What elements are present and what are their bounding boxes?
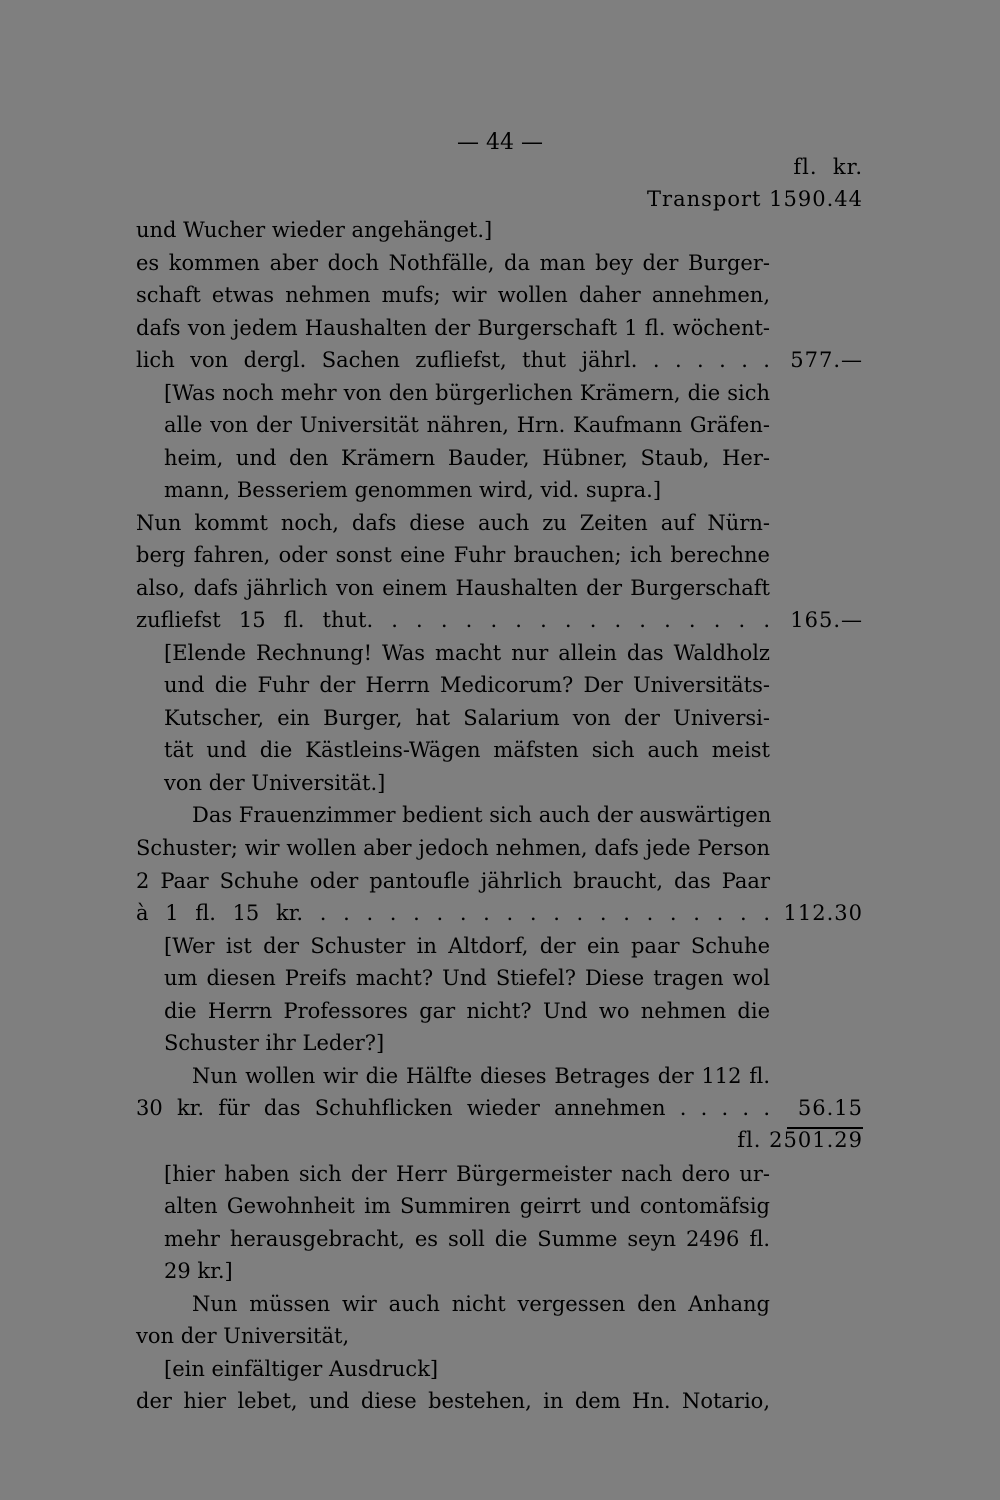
text-line: von der Universität.] <box>164 771 386 795</box>
text-line: Schuster ihr Leder?] <box>164 1031 385 1055</box>
total-label: fl. <box>737 1128 762 1152</box>
text-line: [Wer ist der Schuster in Altdorf, der ein paar Schuhe <box>164 934 770 958</box>
text-line: heim, und den Krämern Bauder, Hübner, Staub, Her- <box>164 446 770 470</box>
text-line: schaft etwas nehmen mufs; wir wollen daher annehmen, <box>136 283 770 307</box>
text-line: alle von der Universität nähren, Hrn. Kaufmann Gräfen- <box>164 413 770 437</box>
text-line: es kommen aber doch Nothfälle, da man bey der Burger- <box>136 251 770 275</box>
text-line: [ein einfältiger Ausdruck] <box>164 1357 439 1381</box>
text-line: Das Frauenzimmer bedient sich auch der auswärtigen <box>192 803 772 827</box>
text-line: dafs von jedem Haushalten der Burgerschaft 1 fl. wöchent- <box>136 316 770 340</box>
total-amount: 2501.29 <box>769 1128 863 1152</box>
text-line: [Was noch mehr von den bürgerlichen Krämern, die sich <box>164 381 770 405</box>
text-line: lich von dergl. Sachen zufliefst, thut jährl. . . . . . . <box>136 348 770 372</box>
text-line: berg fahren, oder sonst eine Fuhr brauchen; ich berechne <box>136 543 770 567</box>
text-line: der hier lebet, und diese bestehen, in dem Hn. Notario, <box>136 1389 770 1413</box>
text-line: von der Universität, <box>136 1324 350 1348</box>
transport-label: Transport <box>647 187 762 211</box>
transport-amount: 1590.44 <box>769 187 863 211</box>
text-line: also, dafs jährlich von einem Haushalten der Burgerschaft <box>136 576 770 600</box>
total-line <box>737 1127 863 1153</box>
text-line: 30 kr. für das Schuhflicken wieder annehmen . . . . . <box>136 1096 770 1120</box>
text-line: Kutscher, ein Burger, hat Salarium von der Universi- <box>164 706 770 730</box>
text-line: [hier haben sich der Herr Bürgermeister nach dero ur- <box>164 1162 770 1186</box>
text-line: Nun wollen wir die Hälfte dieses Betrages der 112 fl. <box>192 1064 770 1088</box>
amount-repairs: 56.15 <box>797 1096 863 1120</box>
text-line: mehr herausgebracht, es soll die Summe seyn 2496 fl. <box>164 1227 770 1251</box>
transport-line <box>647 186 863 212</box>
text-line: tät und die Kästleins-Wägen mäfsten sich auch meist <box>164 738 770 762</box>
text-line: und Wucher wieder angehänget.] <box>136 218 493 242</box>
text-line: 29 kr.] <box>164 1259 233 1283</box>
text-line: Nun müssen wir auch nicht vergessen den Anhang <box>192 1292 770 1316</box>
text-line: à 1 fl. 15 kr. . . . . . . . . . . . . . . . . . . . . <box>136 901 770 925</box>
currency-header: fl. kr. <box>793 155 863 179</box>
text-line: um diesen Preifs macht? Und Stiefel? Diese tragen wol <box>164 966 770 990</box>
text-line: Nun kommt noch, dafs diese auch zu Zeiten auf Nürn- <box>136 511 770 535</box>
text-line: die Herrn Professores gar nicht? Und wo nehmen die <box>164 999 770 1023</box>
text-line: und die Fuhr der Herrn Medicorum? Der Universitäts- <box>164 673 770 697</box>
text-line: mann, Besseriem genommen wird, vid. supra.] <box>164 478 662 502</box>
text-line: alten Gewohnheit im Summiren geirrt und contomäfsig <box>164 1194 770 1218</box>
page-number: — 44 — <box>457 130 543 155</box>
amount-shoes: 112.30 <box>783 901 863 925</box>
amount-weekly-goods: 577.— <box>790 348 863 372</box>
text-line: Schuster; wir wollen aber jedoch nehmen, dafs jede Person <box>136 836 770 860</box>
text-line: [Elende Rechnung! Was macht nur allein das Waldholz <box>164 641 770 665</box>
amount-fuhr: 165.— <box>790 608 863 632</box>
text-line: 2 Paar Schuhe oder pantoufle jährlich braucht, das Paar <box>136 869 770 893</box>
text-line: zufliefst 15 fl. thut. . . . . . . . . . . . . . . . . <box>136 608 770 632</box>
